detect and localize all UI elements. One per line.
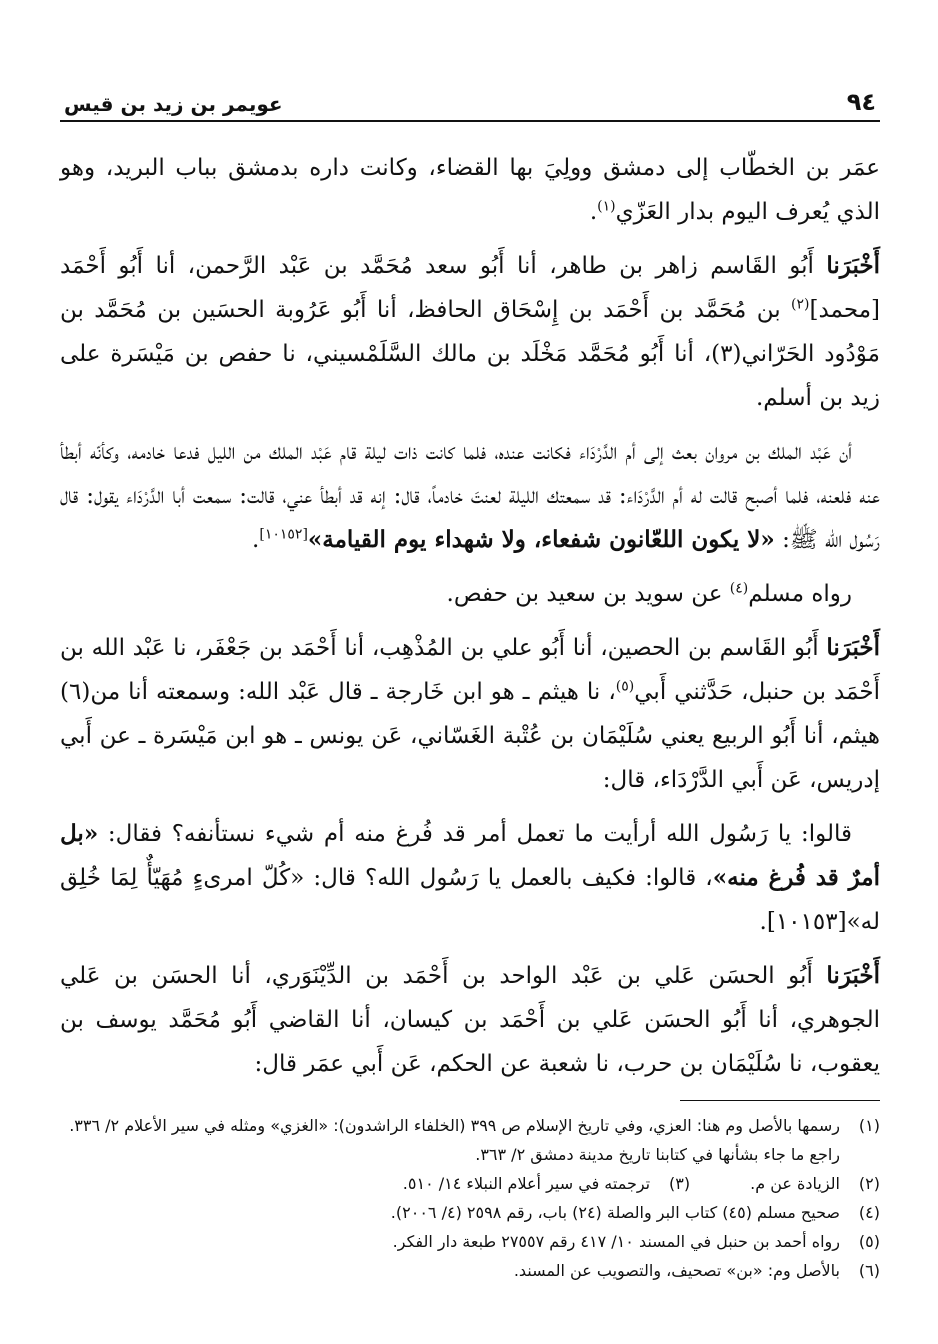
paragraph (60, 812, 880, 944)
paragraph-tail: بن مُحَمَّد بن أَحْمَد بن إِسْحَاق الحافظ، أنا أَبُو عَرُوبة الحسَين بن مُحَمَّد بن مَوْدُود الحَرّاني(٣)، أنا أَبُو مُحَمَّد مَخْلَد بن مالك السَّلَمْسيني، نا حفص بن مَيْسَرة على زيد بن أسلم. (60, 297, 880, 411)
paragraph (60, 244, 880, 420)
paragraph-tail: عن سويد بن سعيد بن حفص. (446, 581, 730, 607)
paragraph (60, 146, 880, 234)
footnote-number: (٢) (858, 1174, 880, 1193)
paragraph (60, 626, 880, 802)
hadith-quote: «بل أمرٌ قد فُرغ منه» (60, 820, 881, 891)
footnote-ref: (٤) (729, 580, 749, 597)
book-page (60, 80, 880, 1285)
footnote-number: (٣) (669, 1174, 691, 1193)
isnad-lead: أَخْبَرَنا (826, 962, 880, 989)
paragraph-text: أن عَبْد الملك بن مروان بعث إلى أم الدَّرْدَاء فكانت عنده، فلما كانت ذات ليلة قام عَبْد الملك من الليل فدعا خادمه، وكأنّه أبطأ عنه فلعنه، فلما أصبح قالت له أم الدَّرْدَاء: قد سمعتك الليلة لعنتَ خادماً، قال: إنه قد أبطأ عني، قالت: سمعت أبا الدَّرْدَاء يقول: قال رَسُول الله ﷺ: (60, 439, 880, 553)
running-title: عويمر بن زيد بن قيس (64, 92, 283, 116)
paragraph (60, 430, 880, 562)
isnad-lead: أَخْبَرَنا (826, 252, 880, 279)
footnote-number: (١) (858, 1116, 880, 1135)
footnote (60, 1227, 880, 1256)
footnote (60, 1198, 880, 1227)
isnad-lead: أَخْبَرَنا (826, 634, 880, 661)
paragraph-tail: . (252, 527, 260, 553)
footnote-number: (٤) (858, 1203, 880, 1222)
footnote (750, 1169, 880, 1198)
footnote-number: (٥) (858, 1232, 880, 1251)
footnote (403, 1169, 690, 1198)
footnote-ref: (٥) (615, 678, 635, 695)
paragraph (60, 572, 880, 616)
footnote-number: (٦) (858, 1261, 880, 1280)
footnote-ref: (٢) (791, 296, 810, 313)
main-text (60, 146, 880, 1086)
paragraph-tail: ، نا هيثم ـ هو ابن خَارجة ـ قال عَبْد الله: وسمعته أنا من(٦) هيثم، أنا أَبُو الربيع يعني سُلَيْمَان بن عُتْبة الغَسّاني، عَن يونس ـ هو ابن مَيْسَرة ـ عن أَبي إدريس، عَن أَبي الدَّرْدَاء، قال: (60, 679, 880, 793)
footnotes (60, 1111, 880, 1285)
footnote (60, 1111, 880, 1169)
page-header (60, 80, 880, 122)
footnote-ref: (١) (597, 198, 616, 215)
paragraph-text: أَبُو الحسَن عَلي بن عَبْد الواحد بن أَحْمَد بن الدِّيْنَوَري، أنا الحسَن بن عَلي الجوهري، أنا أَبُو الحسَن عَلي بن أَحْمَد بن كيسان، أنا القاضي أَبُو مُحَمَّد يوسف بن يعقوب، نا سُلَيْمَان بن حرب، نا شعبة عن الحكم، عَن أَبي عمَر قال: (60, 963, 880, 1077)
paragraph-text: أَبُو القَاسم زاهر بن طاهر، أنا أَبُو سعد مُحَمَّد بن عَبْد الرَّحمن، أنا أَبُو أَحْمَد [محمد] (60, 253, 880, 323)
hadith-quote: «لا يكون اللعّانون شفعاء، ولا شهداء يوم القيامة» (307, 526, 775, 553)
paragraph-text: قالوا: يا رَسُول الله أرأيت ما تعمل أمر قد فُرغ منه أم شيء نستأنفه؟ فقال: (98, 821, 852, 847)
footnote-row (60, 1169, 880, 1198)
paragraph (60, 954, 880, 1086)
footnote-text: ترجمته في سير أعلام النبلاء ١٤/ ٥١٠. (402, 1174, 651, 1193)
hadith-number: [١٠١٥٢] (259, 526, 308, 543)
footnote-divider (680, 1100, 880, 1101)
footnote-text: رسمها بالأصل وم هنا: العزي، وفي تاريخ الإسلام ص ٣٩٩ (الخلفاء الراشدون): «الغزي» ومثله في سير الأعلام ٢/ ٣٣٦. راجع ما جاء بشأنها في كتابنا تاريخ مدينة دمشق ٢/ ٣٦٣. (69, 1116, 840, 1164)
page-number: ٩٤ (846, 88, 876, 116)
paragraph-text: عمَر بن الخطّاب إلى دمشق وولِيَ بها القضاء، وكانت داره بدمشق بباب البريد، وهو الذي يُعرف اليوم بدار العَزّي (60, 155, 880, 225)
footnote-text: رواه أحمد بن حنبل في المسند ١٠/ ٤١٧ رقم ٢٧٥٥٧ طبعة دار الفكر. (392, 1232, 840, 1251)
paragraph-text: أَبُو القَاسم بن الحصين، أنا أَبُو علي بن المُذْهِب، أنا أَحْمَد بن جَعْفَر، نا عَبْد الله بن أَحْمَد بن حنبل، حَدَّثني أَبي (60, 635, 880, 705)
paragraph-tail: ، قالوا: فكيف بالعمل يا رَسُول الله؟ قال: «كُلّ امرىءٍ مُهَيّأٌ لِمَا خُلِق له»[١٠١٥٣]. (60, 865, 880, 935)
footnote-text: بالأصل وم: «بن» تصحيف، والتصويب عن المسند. (513, 1261, 840, 1280)
footnote-text: الزيادة عن م. (750, 1174, 840, 1193)
paragraph-text: رواه مسلم (748, 581, 852, 607)
footnote (60, 1256, 880, 1285)
footnote-text: صحيح مسلم (٤٥) كتاب البر والصلة (٢٤) باب، رقم ٢٥٩٨ (٤/ ٢٠٠٦). (390, 1203, 840, 1222)
paragraph-tail: . (589, 199, 598, 225)
